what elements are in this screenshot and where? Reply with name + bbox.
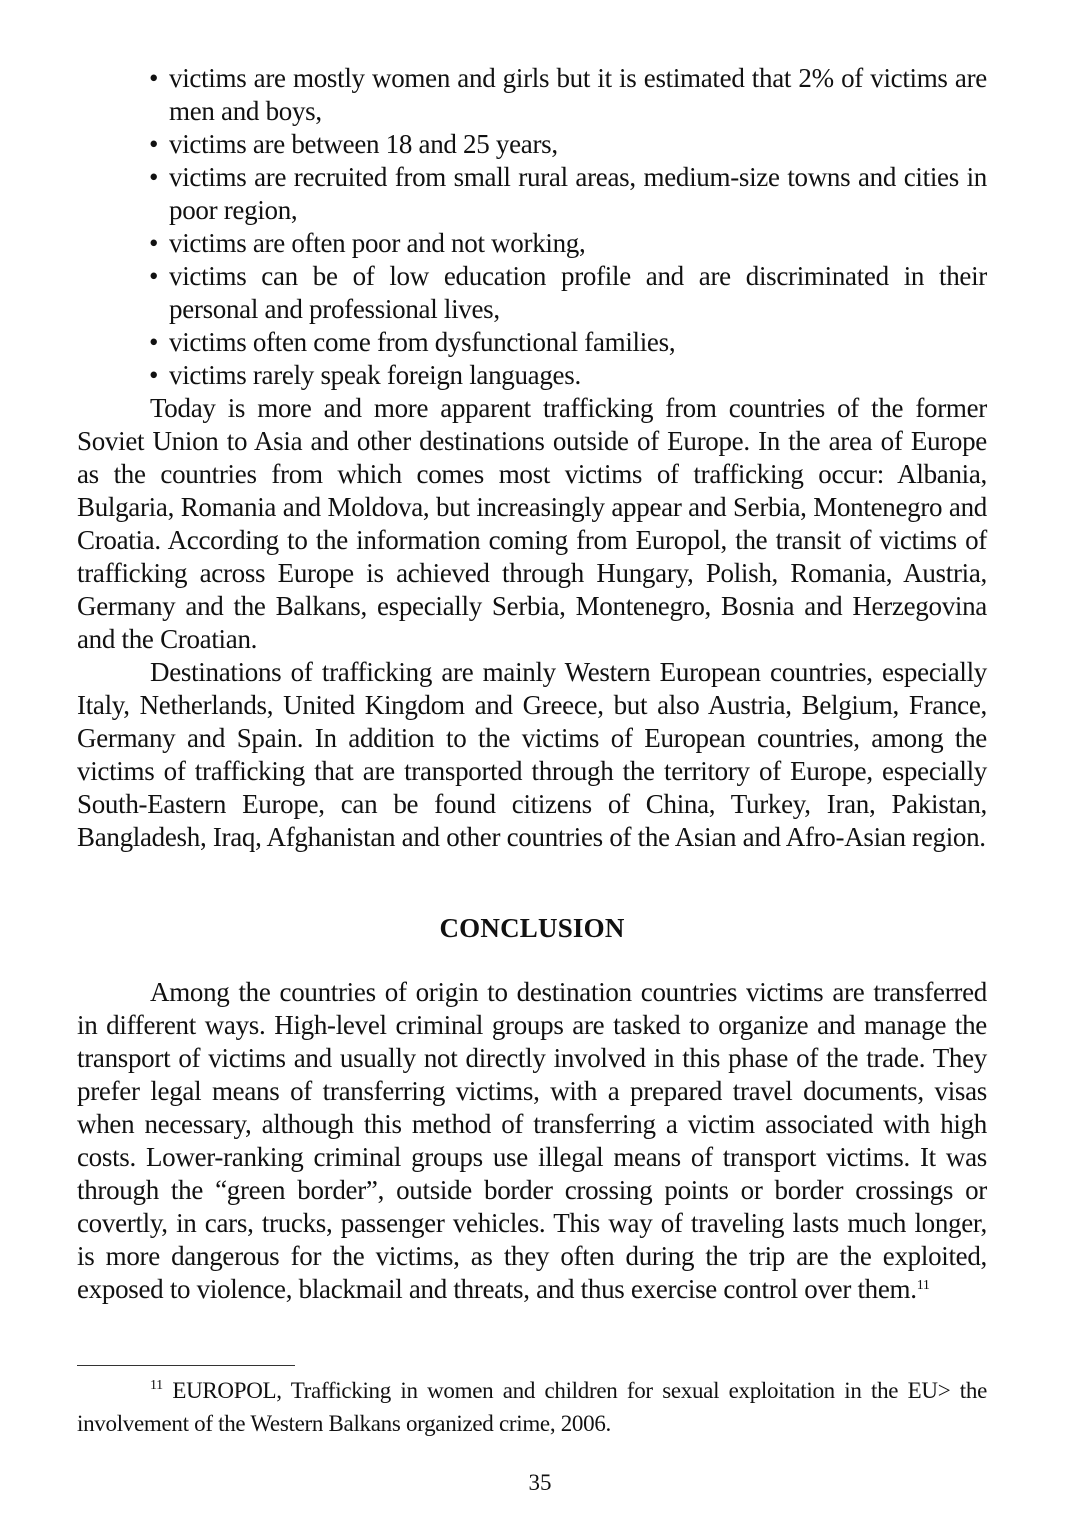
bullet-icon: • [149,327,159,357]
bullet-icon: • [149,63,159,93]
bullet-icon: • [149,261,159,291]
paragraph-trafficking-destinations: Destinations of trafficking are mainly Western European countries, especially Italy, Netherlands, United Kingdom and Greece, but also Austria, Belgium, France, Germany and Spain. In addition to the victims of European countries, among the victims of trafficking that are transported through the territory of Europe, especially South-Eastern Europe, can be found citizens of China, Turkey, Iran, Pakistan, Bangladesh, Iraq, Afghanistan and other countries of the Asian and Afro-Asian region. [77,657,987,852]
list-item-text: victims are mostly women and girls but it is estimated that 2% of victims are men and boys, [169,63,987,126]
list-item-text: victims rarely speak foreign languages. [169,360,581,390]
list-item-text: victims are recruited from small rural areas, medium-size towns and cities in poor region, [169,162,987,225]
list-item [149,62,987,128]
list-item [149,227,987,260]
section-heading-conclusion: CONCLUSION [439,913,625,943]
list-item [149,326,987,359]
list-item [149,359,987,392]
bullet-icon: • [149,162,159,192]
page-body [77,62,987,1306]
list-item-text: victims are often poor and not working, [169,228,586,258]
bullet-icon: • [149,360,159,390]
list-item [149,161,987,227]
footnote-text: EUROPOL, Trafficking in women and children for sexual exploitation in the EU> the involvement of the Western Balkans organized crime, 2006. [77,1378,987,1436]
footnote-divider [77,1365,295,1366]
paragraph-conclusion [77,976,987,1306]
list-item [149,260,987,326]
footnote-number: 11 [150,1378,163,1393]
list-item-text: victims are between 18 and 25 years, [169,129,558,159]
victim-characteristics-list [77,62,987,392]
bullet-icon: • [149,129,159,159]
list-item-text: victims often come from dysfunctional families, [169,327,676,357]
list-item-text: victims can be of low education profile and are discriminated in their personal and professional lives, [169,261,987,324]
paragraph-trafficking-origins: Today is more and more apparent trafficking from countries of the former Soviet Union to Asia and other destinations outside of Europe. In the area of Europe as the countries from which comes most victims of trafficking occur: Albania, Bulgaria, Romania and Moldova, but increasingly appear and Serbia, Montenegro and Croatia. According to the information coming from Europol, the transit of victims of trafficking across Europe is achieved through Hungary, Polish, Romania, Austria, Germany and the Balkans, especially Serbia, Montenegro, Bosnia and Herzegovina and the Croatian. [77,393,987,654]
conclusion-text: Among the countries of origin to destination countries victims are transferred in different ways. High-level criminal groups are tasked to organize and manage the transport of victims and usually not directly involved in this phase of the trade. They prefer legal means of transferring victims, with a prepared travel documents, visas when necessary, although this method of transferring a victim associated with high costs. Lower-ranking criminal groups use illegal means of transport victims. It was through the “green border”, outside border crossing points or border crossings or covertly, in cars, trucks, passenger vehicles. This way of traveling lasts much longer, is more dangerous for the victims, as they often during the trip are the exploited, exposed to violence, blackmail and threats, and thus exercise control over them. [77,977,987,1304]
page-number: 35 [528,1470,552,1495]
bullet-icon: • [149,228,159,258]
list-item [149,128,987,161]
footnote-reference[interactable]: 11 [916,1278,930,1293]
footnote [77,1374,987,1440]
